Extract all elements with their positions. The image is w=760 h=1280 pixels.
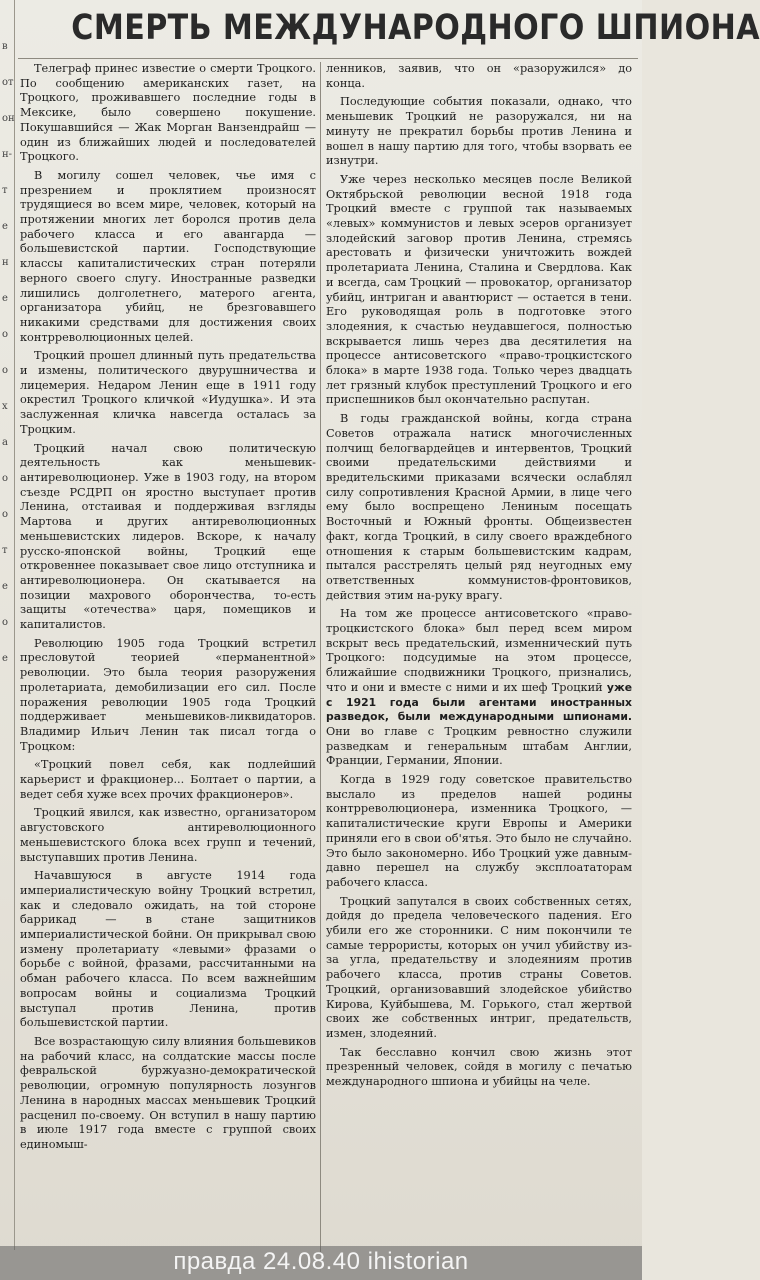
margin-fragment: о (2, 329, 9, 340)
margin-fragment: о (2, 365, 9, 376)
paragraph: Когда в 1929 году советское правительство выслало из пределов нашей родины контрреволюционера, изменника Троцкого, — капиталистические круги Европы и Америки приняли его в свои об'ятья. Это было не случайно. Это было закономерно. Ибо Троцкий уже давным-давно перешел на службу эксплоататорам рабочего класса. (326, 773, 632, 889)
article-headline: СМЕРТЬ МЕЖДУНАРОДНОГО ШПИОНА (71, 8, 760, 48)
margin-fragment: н- (2, 149, 13, 160)
paragraph-with-bold (326, 607, 632, 769)
headline-rule (18, 58, 638, 59)
article-column-left (20, 62, 316, 1157)
margin-fragment: он (2, 113, 15, 124)
paragraph: Революцию 1905 года Троцкий встретил пресловутой теорией «перманентной» революции. Это была теория разоружения пролетариата, демобилизации его сил. После поражения революции 1905 года Троцкий поддерживает меньшевиков-ликвидаторов. Владимир Ильич Ленин так писал тогда о Троцком: (20, 636, 316, 753)
margin-fragment: от (2, 77, 14, 88)
paragraph: Последующие события показали, однако, что меньшевик Троцкий не разоружался, ни на минуту не прекратил борьбы против Ленина и вошел в нашу партию для того, чтобы взорвать ее изнутри. (326, 95, 632, 168)
margin-fragment: е (2, 293, 8, 304)
lenin-quote: «Троцкий повел себя, как подлейший карьерист и фракционер... Болтает о партии, а ведет себя хуже всех прочих фракционеров». (20, 758, 316, 801)
paragraph-text: На том же процессе антисоветского «право-троцкистского блока» был перед всем миром вскрыт весь предательский, изменнический путь Троцкого: подсудимые на этом процессе, ближайшие сподвижники Троцкого, признались, что и они и вместе с ними и их шеф Троцкий (326, 607, 632, 694)
footer-caption: правда 24.08.40 ihistorian (173, 1248, 469, 1275)
margin-fragment: в (2, 41, 8, 52)
paragraph: В годы гражданской войны, когда страна Советов отражала натиск многочисленных полчищ белогвардейцев и интервентов, Троцкий своими предательскими действиями и вредительскими приказами всячески ослаблял силу сопротивления Красной Армии, в лице чего ему было воспрещено Лениным посещать Восточный и Южный фронты. Общеизвестен факт, когда Троцкий, в силу своего враждебного отношения к старым большевистским кадрам, пытался расстрелять целый ряд неугодных ему ответственных коммунистов-фронтовиков, действия этим на-руку врагу. (326, 412, 632, 602)
paragraph: В могилу сошел человек, чье имя с презрением и проклятием произносят трудящиеся во всем мире, человек, который на протяжении многих лет боролся против дела рабочего класса и его авангарда — большевистской партии. Господствующие классы капиталистических стран потеряли верного своего слугу. Иностранные разведки лишились долголетнего, матерого агента, организатора убийц, не брезговавшего никакими средствами для достижения своих контрреволюционных целей. (20, 168, 316, 344)
margin-fragment: а (2, 437, 8, 448)
left-margin-fragments (0, 0, 15, 1250)
paragraph: Уже через несколько месяцев после Великой Октябрьской революции весной 1918 года Троцкий вместе с группой так называемых «левых» коммунистов и левых эсеров организует злодейский заговор против Ленина, стремясь арестовать и физически уничтожить вождей пролетариата Ленина, Сталина и Свердлова. Как и всегда, сам Троцкий — провокатор, организатор убийц, интриган и авантюрист — остается в тени. Его руководящая роль в подготовке этого злодеяния, к счастью неудавшегося, полностью вскрывается лишь через два десятилетия на процессе антисоветского «право-троцкистского блока» в марте 1938 года. Только через двадцать лет грязный клубок преступлений Троцкого и его приспешников был окончательно распутан. (326, 172, 632, 407)
margin-fragment: н (2, 257, 9, 268)
article-column-right (326, 62, 632, 1094)
paragraph: ленников, заявив, что он «разоружился» до конца. (326, 62, 632, 90)
paragraph: Все возрастающую силу влияния большевиков на рабочий класс, на солдатские массы после февральской буржуазно-демократической революции, огромную популярность лозунгов Ленина в народных массах меньшевик Троцкий расценил по-своему. Он вступил в нашу партию в июле 1917 года вместе с группой своих единомыш- (20, 1035, 316, 1151)
margin-fragment: о (2, 509, 9, 520)
margin-fragment: х (2, 401, 8, 412)
paragraph: Троцкий начал свою политическую деятельность как меньшевик-антиреволюционер. Уже в 1903 году, на втором съезде РСДРП он яростно выступает против Ленина, отстаивая и поддерживая взгляды Мартова и других антиреволюционных меньшевистских лидеров. Вскоре, к началу русско-японской войны, Троцкий еще откровеннее показывает свое лицо отступника и антиреволюционера. Он скатывается на позиции махрового оборончества, то-есть защиты «отечества» царя, помещиков и капиталистов. (20, 441, 316, 632)
margin-fragment: о (2, 473, 9, 484)
margin-fragment: е (2, 221, 8, 232)
paragraph: Начавшуюся в августе 1914 года империалистическую войну Троцкий встретил, как и следовало ожидать, на той стороне баррикад — в стане защитников империалистической бойни. Он прикрывал свою измену пролетариату «левыми» фразами о борьбе с войной, фразами, рассчитанными на обман рабочего класса. По всем важнейшим вопросам войны и социализма Троцкий выступал против Ленина, против большевистской партии. (20, 869, 316, 1030)
paragraph: Так бесславно кончил свою жизнь этот презренный человек, сойдя в могилу с печатью международного шпиона и убийцы на челе. (326, 1045, 632, 1089)
bold-statement: уже с 1921 года были агентами иностранных разведок, были международными шпионами. (326, 680, 633, 724)
paragraph: Троцкий явился, как известно, организатором августовского антиреволюционного меньшевистского блока всех групп и течений, выступавших против Ленина. (20, 806, 316, 864)
margin-fragment: т (2, 545, 8, 556)
margin-fragment: е (2, 653, 8, 664)
margin-fragment: о (2, 617, 9, 628)
column-divider (320, 62, 321, 1252)
paragraph: Троцкий прошел длинный путь предательства и измены, политического двурушничества и лицемерия. Недаром Ленин еще в 1911 году окрестил Троцкого кличкой «Иудушка». И эта заслуженная кличка навсегда осталась за Троцким. (20, 349, 316, 436)
paragraph-text: Они во главе с Троцким ревностно служили разведкам и генеральным штабам Англии, Франции, Германии, Японии. (326, 724, 632, 768)
paragraph: Троцкий запутался в своих собственных сетях, дойдя до предела человеческого падения. Его убили его же сторонники. С ним покончили те самые террористы, которых он учил убийству из-за угла, предательству и злодеяниям против рабочего класса, против страны Советов. Троцкий, организовавший злодейское убийство Кирова, Куйбышева, М. Горького, стал жертвой своих же собственных интриг, предательств, измен, злодеяний. (326, 894, 632, 1040)
paragraph: Телеграф принес известие о смерти Троцкого. По сообщению американских газет, на Троцкого, проживавшего последние годы в Мексике, было совершено покушение. Покушавшийся — Жак Морган Ванзендрайш — один из ближайших людей и последователей Троцкого. (20, 62, 316, 164)
margin-fragment: е (2, 581, 8, 592)
margin-fragment: т (2, 185, 8, 196)
